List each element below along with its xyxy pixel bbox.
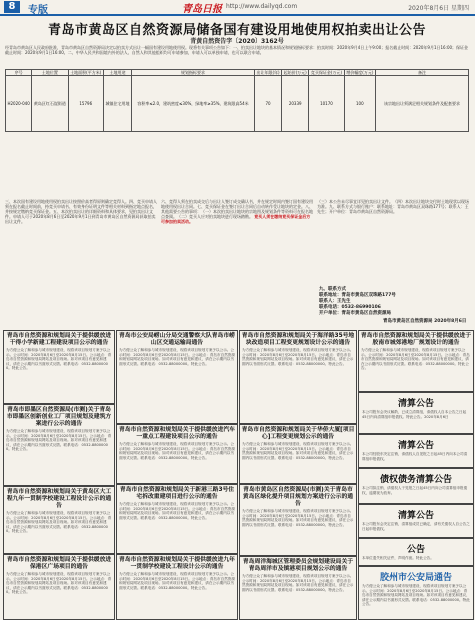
table-cell: 黄岛区红石崖街道 bbox=[32, 76, 68, 132]
ad-title: 青岛市即墨区自然资源局(市测)关于青岛市即墨区创新创业工厂项目规划及建筑方案进行公示的通告 bbox=[6, 407, 112, 427]
clearing-notice bbox=[358, 468, 474, 504]
clearing-notice bbox=[358, 392, 474, 434]
clearing-title: 债权债务清算公告 bbox=[379, 475, 452, 485]
ad-body: 为方便公众了解和参与城市规划建设，现将该项目规划方案予以公示。公示时间：2020年8月6日至2020年8月15日。公示地点：青岛市自然资源和规划局网站及项目现场。如对该项目有意见和建议，请在公示期内以书面形式反馈。联系电话：0532-88000000。特此公告。 bbox=[119, 502, 235, 520]
ad-notice bbox=[3, 486, 115, 554]
ad-title: 青岛市公安局崂山分局交通警察大队青岛市崂山区交通运输局通告 bbox=[119, 333, 235, 346]
ad-body: 为方便公众了解和参与城市规划建设，现将该项目规划方案予以公示。公示时间：2020年8月6日至2020年8月15日。公示地点：青岛市自然资源和规划局网站及项目现场。如对该项目有意见和建议，请在公示期内以书面形式反馈。联系电话：0532-88000000。特此公告。 bbox=[6, 429, 112, 452]
ad-notice bbox=[239, 484, 357, 556]
table-cell: 10170 bbox=[309, 76, 344, 132]
ad-notice bbox=[358, 330, 474, 392]
ad-title: 青岛市黄岛区自然资源局(市测)关于青岛市黄岛区绿化提升项目规划方案进行公示的通告 bbox=[242, 487, 354, 507]
notice-body-text: 六、竞得人须在拍卖成交后与出让人签订成交确认书，并在规定时间内签订国有建设用地使用权出让合同。七、竞买保证金在签订出让合同后自动转作受让地块的定金。八、其他需要公告的事项：（一）本次拍卖出让地块的宗地图及规划条件等资料可在报名地点查阅。（二）竞买人应对拍卖地块进行现场踏勘。 bbox=[161, 199, 313, 219]
ad-body: 为方便公众了解和参与城市规划建设，现将该项目规划方案予以公示。公示时间：2020年8月6日至2020年8月15日。公示地点：青岛市自然资源和规划局网站及项目现场。如对该项目有意见和建议，请在公示期内以书面形式反馈。联系电话：0532-88000000。特此公告。 bbox=[119, 348, 235, 366]
table-header: 序号 bbox=[6, 70, 32, 76]
clearing-body: 本单位遗失相关证件，声明作废。特此公告。 bbox=[362, 556, 434, 560]
table-header: 增价幅度(万元) bbox=[344, 70, 375, 76]
ad-notice bbox=[239, 556, 357, 620]
ad-notice bbox=[239, 330, 357, 424]
notice-signature: 青岛市黄岛区自然资源局 2020年8月6日 bbox=[383, 319, 467, 324]
ad-notice bbox=[239, 424, 357, 484]
table-header: 土地面积(平方米) bbox=[68, 70, 103, 76]
ad-body: 为方便公众了解和参与城市规划建设，现将该项目规划方案予以公示。公示时间：2020年8月6日至2020年8月15日。公示地点：青岛市自然资源和规划局网站及项目现场。如对该项目有意见和建议，请在公示期内以书面形式反馈。联系电话：0532-88000000。特此公告。 bbox=[242, 442, 354, 460]
notice-highlight: 竞买人须在缴纳竞买保证金后方可参加拍卖活动。 bbox=[161, 214, 311, 224]
ad-notice bbox=[116, 484, 238, 554]
table-cell: H2020-040 bbox=[6, 76, 32, 132]
ad-body: 为方便公众了解和参与城市规划建设，现将该项目规划方案予以公示。公示时间：2020年8月6日至2020年8月15日。公示地点：青岛市自然资源和规划局网站及项目现场。如对该项目有意见和建议，请在公示期内以书面形式反馈。联系电话：0532-88000000。特此公告。 bbox=[119, 572, 235, 590]
table-header: 规划指标要求 bbox=[132, 70, 255, 76]
table-cell: 15796 bbox=[68, 76, 103, 132]
ad-notice bbox=[116, 424, 238, 484]
contact-block bbox=[319, 287, 469, 317]
ad-body: 为方便公众了解和参与城市规划建设，现将该项目规划方案予以公示。公示时间：2020年8月6日至2020年8月15日。公示地点：青岛市自然资源和规划局网站及项目现场。如对该项目有意见和建议，请在公示期内以书面形式反馈。联系电话：0532-88000000。特此公告。 bbox=[6, 572, 112, 595]
ad-notice bbox=[116, 330, 238, 424]
clearing-body: 本公司经股东决定注销，请债权人自见报之日起45日内向本公司清算组申报债权。 bbox=[362, 452, 468, 461]
ad-body: 为方便公众了解和参与城市规划建设，现将该项目规划方案予以公示。公示时间：2020年8月6日至2020年8月15日。公示地点：青岛市自然资源和规划局网站及项目现场。如对该项目有意见和建议，请在公示期内以书面形式反馈。联系电话：0532-88000000。特此公告。 bbox=[242, 574, 354, 592]
clearing-body: 本公司股东会决定注销，清算组成员已确定，请有关债权人自公告之日起申报债权。 bbox=[362, 522, 470, 531]
notice-body-column-2 bbox=[161, 199, 313, 224]
table-header: 备注 bbox=[376, 70, 469, 76]
newspaper-logo: 青岛日报 bbox=[182, 4, 222, 15]
clearing-title: 公告 bbox=[406, 545, 425, 555]
clearing-title: 清算公告 bbox=[397, 511, 434, 521]
ad-body: 为方便公众了解和参与城市规划建设，现将该项目规划方案予以公示。公示时间：2020年8月6日至2020年8月15日。公示地点：青岛市自然资源和规划局网站及项目现场。如对该项目有意见和建议，请在公示期内以书面形式反馈。联系电话：0532-88000000。特此公告。 bbox=[242, 348, 354, 366]
contact-account: 开户单位：青岛市黄岛区自然资源局 bbox=[319, 311, 391, 316]
website-url[interactable]: http://www.dailyqd.com bbox=[226, 3, 298, 10]
ad-title: 青岛市自然资源和规划局关于提供缓放进汽车一重点工程建设项目公示的通告 bbox=[119, 427, 235, 440]
contact-person: 联系人：王先生 bbox=[319, 299, 351, 304]
document-number: 青黄自然资告字〔2020〕3162号 bbox=[190, 38, 284, 45]
ad-title: 青岛市自然资源和规划局关于新港三路3号住宅拆改重建项目进行公示的通告 bbox=[119, 487, 235, 500]
ad-body: 为方便公众了解和参与城市规划建设，现将该项目规划方案予以公示。公示时间：2020年8月6日至2020年8月15日。公示地点：青岛市自然资源和规划局网站及项目现场。如对该项目有意见和建议，请在公示期内以书面形式反馈。联系电话：0532-88000000。特此公告。 bbox=[119, 442, 235, 460]
clearing-body: 本公司拟注销，请债权人于见报之日起45日内向公司清算组申报债权，逾期视为放弃。 bbox=[362, 486, 468, 495]
page-header bbox=[0, 0, 475, 16]
notice-title: 青岛市黄岛区自然资源局储备国有建设用地使用权拍卖出让公告 bbox=[47, 23, 426, 38]
table-header: 竞买保证金(万元) bbox=[309, 70, 344, 76]
section-title: 专版 bbox=[28, 5, 48, 16]
ad-title: 青岛市自然资源和规划局关于提供缓放进保港区广场项目的通告 bbox=[6, 557, 112, 570]
ad-body: 为方便公众了解和参与城市规划建设，现将该项目规划方案予以公示。公示时间：2020年8月6日至2020年8月15日。公示地点：青岛市自然资源和规划局网站及项目现场。如对该项目有意见和建议，请在公示期内以书面形式反馈。联系电话：0532-88000000。特此公告。 bbox=[6, 511, 112, 534]
table-row bbox=[6, 76, 469, 132]
ad-body: 为方便公众了解和参与城市规划建设，现将该项目规划方案予以公示。公示时间：2020年8月6日至2020年8月15日。公示地点：青岛市自然资源和规划局网站及项目现场。如对该项目有意见和建议，请在公示期内以书面形式反馈。联系电话：0532-88000000。特此公告。 bbox=[6, 348, 112, 371]
contact-heading: 九、联系方式 bbox=[319, 287, 346, 292]
notice-body-column-1: 三、本次国有建设用地使用权拍卖出让按照价高者得原则确定竞得人。四、竞买申请人须在报名截止时间前，持竞买申请书、有效身份证明文件等相关材料到指定地点报名，并按规定缴纳竞买保证金。五、本次拍卖出让的详细资料和具体要求，见拍卖出让文件。申请人可于2020年8月6日至2020年9月1日到青岛市黄岛区自然资源局获取拍卖出让文件。 bbox=[5, 199, 157, 224]
clearing-title: 清算公告 bbox=[397, 441, 434, 451]
page-number: 8 bbox=[4, 1, 20, 13]
police-notice bbox=[358, 566, 474, 620]
ad-title: 青岛市自然资源和规划局关于提供缓放进于胶南市城郊港地厂规划设计的通告 bbox=[360, 333, 472, 346]
clearing-notice bbox=[358, 538, 474, 566]
ad-title: 青岛市自然资源和规划局关于华侨大厦[项目心]工程变更规划公示的通告 bbox=[241, 427, 355, 440]
issue-date: 2020年8月6日 星期四 bbox=[408, 5, 469, 12]
table-header: 起始价(万元) bbox=[283, 70, 307, 75]
contact-phone: 联系电话：0532-86990106 bbox=[319, 305, 381, 310]
table-cell: 100 bbox=[344, 76, 375, 132]
ad-title: 青岛市自然资源和规划局关于提供缓放进九年一贯制学校建设工程设计公示的通告 bbox=[119, 557, 235, 570]
ad-title: 青岛市自然资源和规划局关于黄岛区大工程九年一贯制学校建设工程设计公示的通告 bbox=[6, 489, 112, 509]
ad-body: 为方便公众了解和参与城市规划建设，现将该项目规划方案予以公示。公示时间：2020年8月6日至2020年8月15日。公示地点：青岛市自然资源和规划局网站及项目现场。如对该项目有意见和建议，请在公示期内以书面形式反馈。联系电话：0532-88000000。特此公告。 bbox=[361, 348, 470, 371]
land-parcel-table bbox=[5, 69, 469, 132]
table-header: 土地用途 bbox=[103, 70, 131, 76]
table-cell: 70 bbox=[255, 76, 282, 132]
table-cell: 城镇住宅用地 bbox=[103, 76, 131, 132]
ad-notice bbox=[116, 554, 238, 620]
clearing-notice bbox=[358, 434, 474, 468]
clearing-title: 胶州市公安局通告 bbox=[379, 573, 452, 583]
ad-title: 青岛市自然资源和规划局关于海洋路35号地块改造项目工程变更规划设计公示的通告 bbox=[241, 333, 355, 346]
clearing-notice bbox=[358, 504, 474, 538]
ad-notice bbox=[3, 330, 115, 404]
table-cell: 20339 bbox=[282, 76, 309, 132]
notice-body-column-3: （三）本公告未尽事宜详见拍卖出让文件。（四）本次出让地块交付时土地现状以现场为准。九、联系方式与银行账户：联系地址：青岛市黄岛区双珠路177号；联系人：王先生；开户单位：青岛市黄岛区自然资源局。 bbox=[317, 199, 469, 214]
table-header: 土地位置 bbox=[32, 70, 68, 76]
table-header: 出让年限(年) bbox=[256, 70, 280, 75]
clearing-body: 为方便公众了解和参与城市规划建设，现将该项目规划方案予以公示。公示时间：2020年8月6日至2020年8月15日。公示地点：青岛市自然资源和规划局网站及项目现场。如对该项目有意见和建议，请在公示期内以书面形式反馈。联系电话：0532-88000000。特此公告。 bbox=[362, 584, 470, 607]
main-notice bbox=[3, 17, 471, 326]
notice-intro: 经青岛市黄岛区人民政府批准，青岛市黄岛区自然资源局决定以拍卖方式出让一幅国有建设用地使用权。现将有关事项公告如下：一、拍卖出让地块的基本情况和规划指标要求：拍卖时间：2020年9月4日上午9:00；报名截止时间：2020年9月1日16:00；保证金截止时间：2020年9月1日16:00。二、中华人民共和国境内外的法人、自然人和其他组织均可申请参加，申请人可以单独申请，也可以联合申请。 bbox=[5, 45, 469, 55]
table-cell: 容积率≤2.0，建筑密度≤30%，绿地率≥35%，建筑限高54米 bbox=[132, 76, 255, 132]
clearing-title: 清算公告 bbox=[397, 399, 434, 409]
ad-title: 青岛市自然资源和规划局关于提供缓放进干得小学新建工程建设项目公示的通告 bbox=[6, 333, 112, 346]
contact-address: 联系地址：青岛市黄岛区双珠路177号 bbox=[319, 293, 396, 298]
ad-body: 为方便公众了解和参与城市规划建设，现将该项目规划方案予以公示。公示时间：2020年8月6日至2020年8月15日。公示地点：青岛市自然资源和规划局网站及项目现场。如对该项目有意见和建议，请在公示期内以书面形式反馈。联系电话：0532-88000000。特此公告。 bbox=[242, 509, 354, 527]
table-cell: 该宗地出让须满足相关规划条件及配套要求 bbox=[376, 76, 469, 132]
clearing-body: 本公司股东会决议解散，已成立清算组，请债权人自本公告之日起45日内向清算组申报债权。特此公告。2020年8月6日 bbox=[362, 410, 467, 419]
ad-title: 青岛周洋海城区管理委员会规划建设局关于青岛周洋市及镇港项目规划公示的通告 bbox=[242, 559, 354, 572]
ad-notice bbox=[3, 554, 115, 620]
ad-notice bbox=[3, 404, 115, 486]
